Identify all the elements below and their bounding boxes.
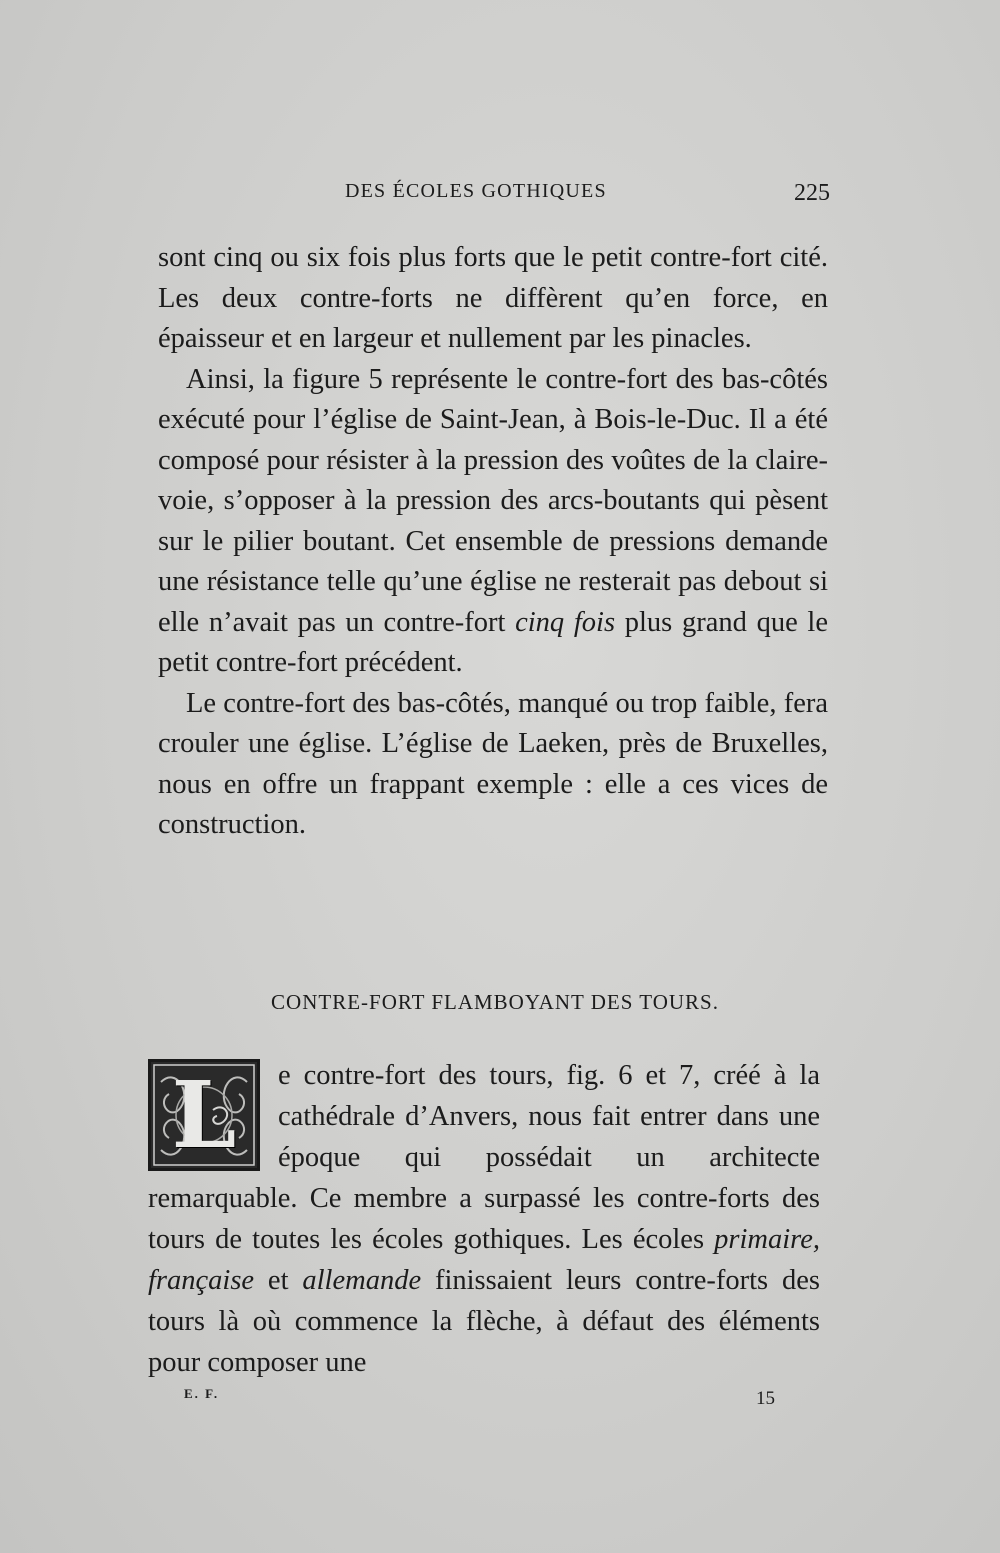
section-text-a: e contre-fort des tours, fig. 6 et 7, créé à la cathédrale d’Anvers, nous fait entrer dans une époque qui possédait un architecte remarquable. Ce membre a surpassé les contre-forts des tours de toutes les écoles gothiques. Les écoles [148,1060,820,1255]
emphasis-allemande: allemande [302,1265,422,1296]
dropcap-letter: L [171,1061,237,1169]
paragraph-2-emphasis: cinq fois [515,606,616,638]
running-title: DES ÉCOLES GOTHIQUES [345,180,607,202]
running-head [160,180,830,214]
paragraph-2 [158,360,828,684]
paragraph-2-text-a: Ainsi, la figure 5 représente le contre-fort des bas-côtés exécuté pour l’église de Saint-Jean, à Bois-le-Duc. Il a été composé pour résister à la pression des voûtes de la claire-voie, s’opposer à la pression des arcs-boutants qui pèsent sur le pilier boutant. Cet ensemble de pressions demande une résistance telle qu’une église ne resterait pas debout si elle n’avait pas un contre-fort [158,363,828,638]
emphasis-francaise: française [148,1265,255,1296]
section-body [148,1055,820,1383]
emphasis-primaire: primaire [714,1224,813,1255]
sheet-number: 15 [756,1388,775,1409]
separator-2: et [254,1265,303,1296]
section-text-b: finissaient leurs contre-forts des tours là où commence la flèche, à défaut des éléments pour composer une [148,1265,820,1378]
section-heading: CONTRE-FORT FLAMBOYANT DES TOURS. [271,990,719,1014]
separator-1: , [812,1224,820,1255]
page-number: 225 [794,180,830,206]
body-text [158,238,828,846]
printer-signature: E. F. [184,1386,220,1401]
ornamental-dropcap [148,1059,260,1171]
paragraph-3: Le contre-fort des bas-côtés, manqué ou trop faible, fera crouler une église. L’église de Laeken, près de Bruxelles, nous en offre un frappant exemple : elle a ces vices de construction. [158,687,828,840]
paragraph-2-text-b: plus grand que le petit contre-fort précédent. [158,606,828,678]
paragraph-1: sont cinq ou six fois plus forts que le petit contre-fort cité. Les deux contre-forts ne diffèrent qu’en force, en épaisseur et en largeur et nullement par les pinacles. [158,242,828,354]
